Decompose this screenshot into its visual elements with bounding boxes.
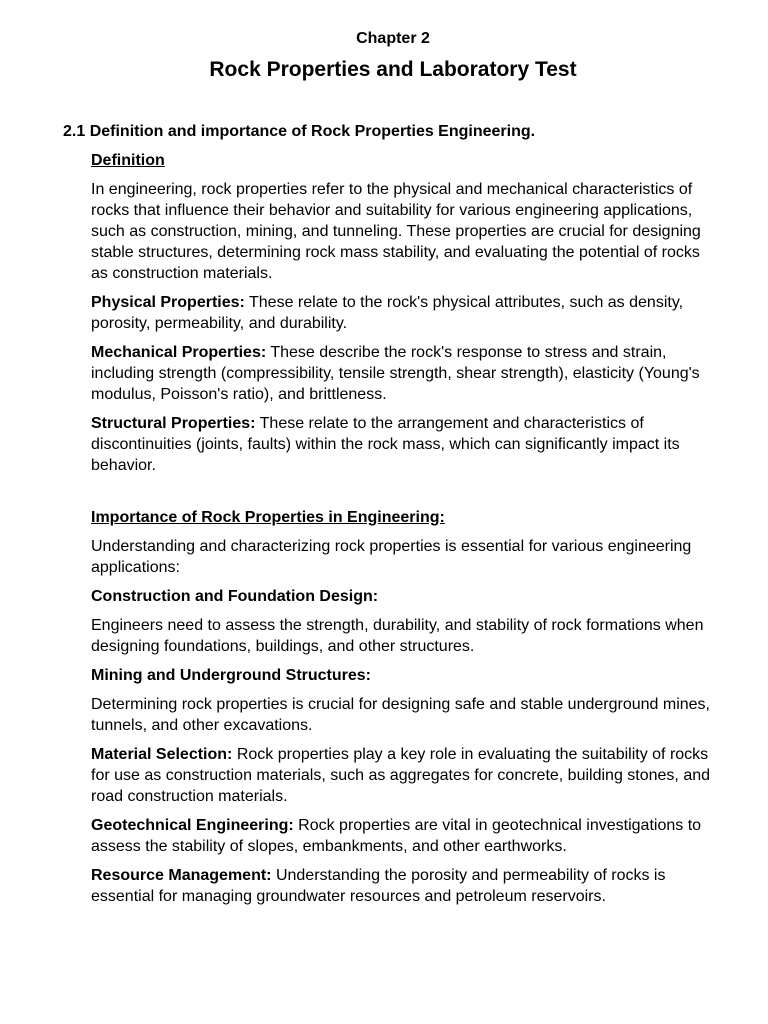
property-text: These relate to the arrangement and characteristics of discontinuities (joints, faults) within the rock mass, which can significantly impact its behavior. — [91, 415, 680, 474]
application-paragraph-material-selection — [91, 744, 721, 807]
application-text: Rock properties play a key role in evaluating the suitability of rocks for use as construction materials, such as aggregates for concrete, building stones, and road construction materials. — [91, 746, 711, 805]
property-text: These relate to the rock's physical attributes, such as density, porosity, permeability, and durability. — [91, 294, 684, 332]
property-term: Physical Properties: — [91, 294, 245, 311]
property-term: Mechanical Properties: — [91, 344, 267, 361]
construction-paragraph: Engineers need to assess the strength, durability, and stability of rock formations when designing foundations, buildings, and other structures. — [91, 617, 704, 655]
property-term: Structural Properties: — [91, 415, 256, 432]
property-paragraph-physical — [91, 292, 721, 334]
construction-heading: Construction and Foundation Design: — [91, 588, 379, 605]
chapter-label: Chapter 2 — [356, 30, 430, 47]
mining-paragraph: Determining rock properties is crucial for designing safe and stable underground mines, tunnels, and other excavations. — [91, 696, 710, 734]
section-content — [91, 150, 721, 915]
application-paragraph-geotechnical — [91, 815, 721, 857]
application-term: Resource Management: — [91, 867, 272, 884]
importance-heading: Importance of Rock Properties in Engineering: — [91, 509, 445, 526]
importance-intro: Understanding and characterizing rock properties is essential for various engineering applications: — [91, 538, 692, 576]
application-term: Material Selection: — [91, 746, 233, 763]
chapter-title: Rock Properties and Laboratory Test — [209, 58, 577, 81]
spacer — [91, 484, 721, 507]
application-term: Geotechnical Engineering: — [91, 817, 294, 834]
mining-heading: Mining and Underground Structures: — [91, 667, 371, 684]
application-paragraph-resource-management — [91, 865, 721, 907]
property-paragraph-mechanical — [91, 342, 721, 405]
section-heading: 2.1 Definition and importance of Rock Properties Engineering. — [63, 123, 536, 140]
property-text: These describe the rock's response to stress and strain, including strength (compressibility, tensile strength, shear strength), elasticity (Young's modulus, Poisson's ratio), and brittleness. — [91, 344, 700, 403]
application-text: Understanding the porosity and permeability of rocks is essential for managing groundwater resources and petroleum reservoirs. — [91, 867, 666, 905]
definition-paragraph: In engineering, rock properties refer to the physical and mechanical characteristics of rocks that influence their behavior and suitability for various engineering applications, such as construction, mining, and tunneling. These properties are crucial for designing stable structures, determining rock mass stability, and evaluating the potential of rocks as construction materials. — [91, 181, 701, 282]
definition-heading: Definition — [91, 152, 165, 169]
application-text: Rock properties are vital in geotechnical investigations to assess the stability of slopes, embankments, and other earthworks. — [91, 817, 702, 855]
property-paragraph-structural — [91, 413, 721, 476]
